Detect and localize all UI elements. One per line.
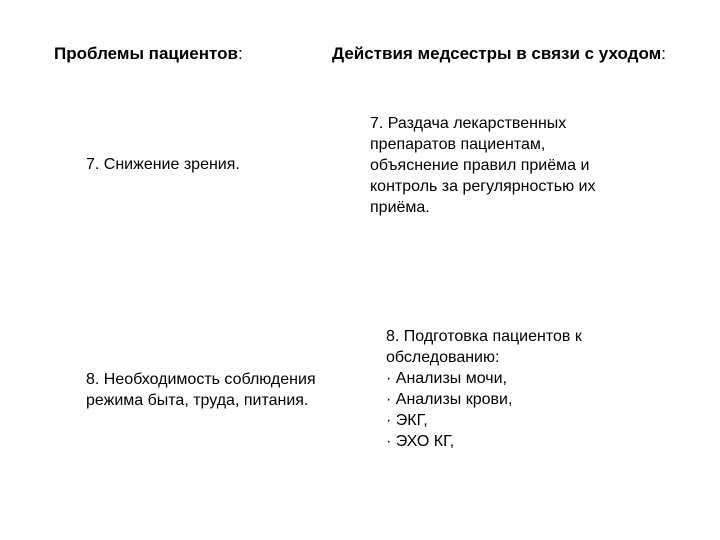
action-7-line: приёма.: [370, 199, 430, 216]
action-7: [370, 113, 660, 218]
problem-7: [86, 154, 336, 175]
problems-heading: Проблемы пациентов:: [54, 44, 243, 63]
action-7-line: объяснение правил приёма и: [370, 157, 590, 174]
problem-8: [86, 369, 356, 411]
action-8-line: 8. Подготовка пациентов к: [386, 328, 582, 345]
action-8: [386, 326, 686, 452]
problem-8-line: режима быта, труда, питания.: [86, 392, 309, 409]
action-8-line: обследованию:: [386, 349, 500, 366]
nurse-actions-heading: Действия медсестры в связи с уходом:: [332, 44, 666, 63]
action-8-bullet: · Анализы крови,: [386, 391, 513, 408]
action-7-line: препаратов пациентам,: [370, 136, 546, 153]
problem-8-line: 8. Необходимость соблюдения: [86, 371, 316, 388]
action-8-bullet: · ЭКГ,: [386, 412, 428, 429]
action-8-bullet: · Анализы мочи,: [386, 370, 507, 387]
action-7-line: контроль за регулярностью их: [370, 178, 596, 195]
action-7-line: 7. Раздача лекарственных: [370, 115, 567, 132]
action-8-bullet: · ЭХО КГ,: [386, 433, 455, 450]
problem-7-line: 7. Снижение зрения.: [86, 156, 240, 173]
